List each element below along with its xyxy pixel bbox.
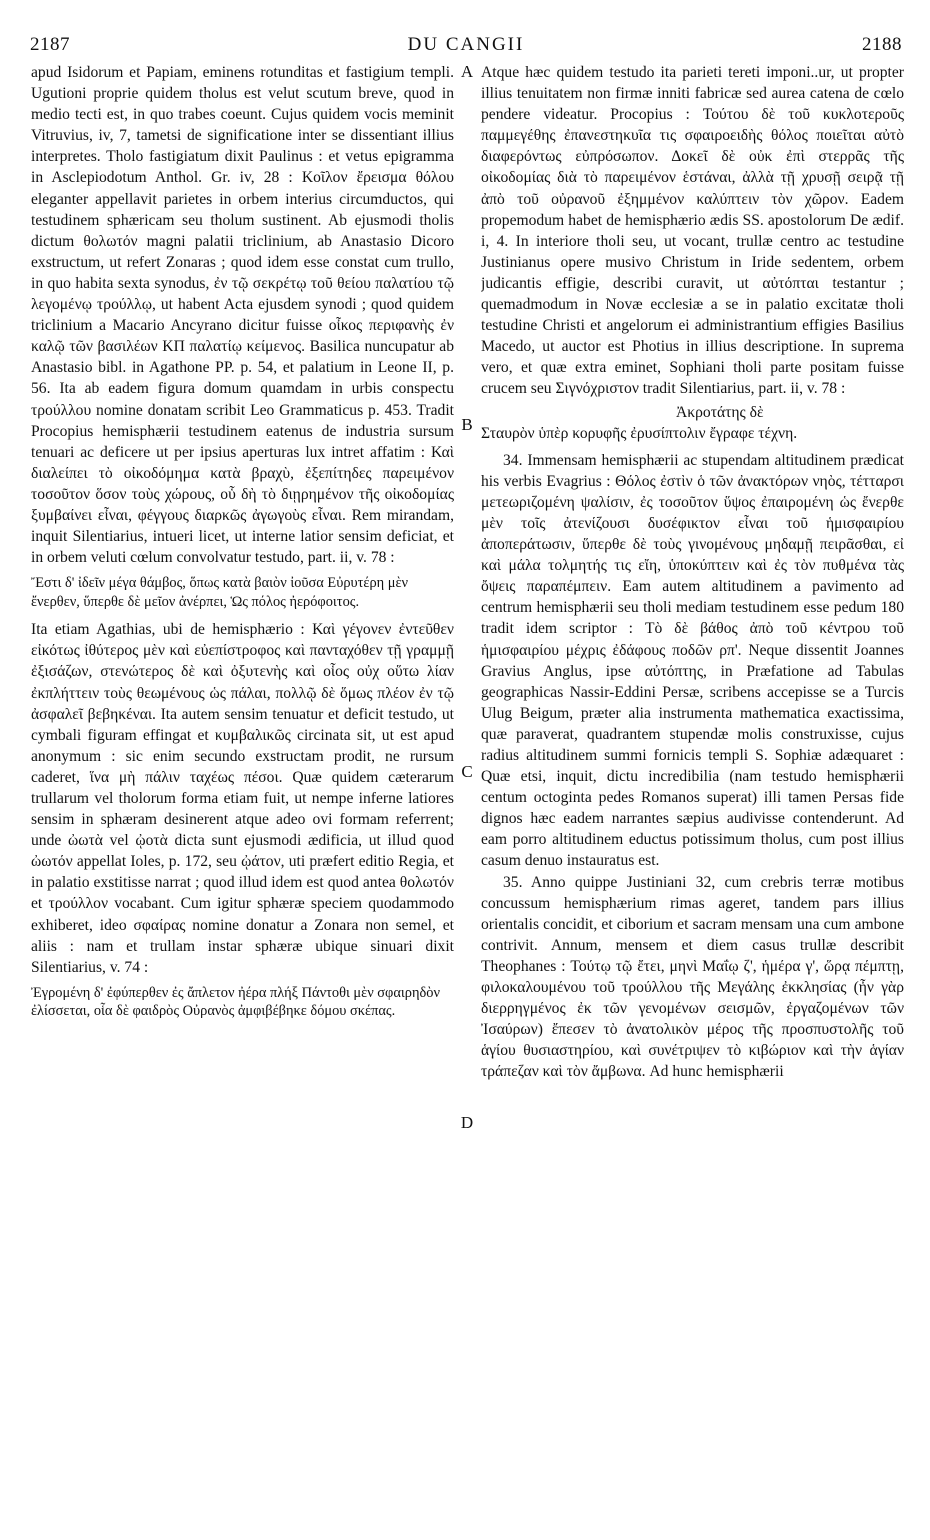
margin-marker-b: B bbox=[461, 415, 473, 434]
right-column bbox=[481, 62, 904, 1522]
left-verse-2: Ἐγρομένη δ' ἐφύπερθεν ἐς ἄπλετον ἠέρα πλήξ Πάντοθι μὲν σφαιρηδὸν ἐλίσσεται, οἷα δὲ φαιδρὸς Οὐρανὸς ἀμφιβέβηκε δόμου σκέπας. bbox=[31, 984, 440, 1020]
left-paragraph-2: Ita etiam Agathias, ubi de hemisphærio : Καὶ γέγονεν ἐντεῦθεν εἰκότως ἰθύτερος μὲν καὶ εὐεπίστροφος καὶ πανταχόθεν τῇ γραμμῇ ἐξισάζων, στενώτερος δὲ καὶ ὀξυτενὴς καὶ οἷος οὐχ οὕτω λίαν ἐκπλήττειν τοὺς θεωμένους ὡς πάλαι, πολλῷ δὲ ὅμως πλέον ἐν τῷ ἀσφαλεῖ βεβηκέναι. Ita autem sensim tenuatur et deficit testudo, ut cymbali figuram effingat et κυμβαλικῶς circinata sit, ut est apud anonymum : sic enim secundo exstructam prodit, ne rursum caderet, ἵνα μὴ πάλιν ταχέως πέσοι. Quæ quidem cæterarum trullarum vel tholorum forma etiam fuit, ut nempe inferne latiores sensim in sphæram desinerent atque adeo ovi formam referrent; unde ὠωτὰ vel ᾠοτὰ dicta sunt ejusmodi ædificia, ut illud quod ὠωτόν appellat Ioles, p. 172, seu ᾠάτον, uti præfert editio Regia, et in palatio exstitisse narrat ; quod illud idem est quod antea θολωτόν et τρούλλον vocabant. Cum igitur sphæræ speciem quodammodo exhiberet, ideo σφαίρας nomine donatur a Zonara non semel, et aliis : nam et trullam instar sphæræ ubique sinuari dixit Silentiarius, v. 74 : bbox=[31, 621, 454, 976]
right-verse-line-2: Σταυρὸν ὑπὲρ κορυφῆς ἐρυσίπτολιν ἔγραφε τέχνη. bbox=[481, 424, 798, 442]
left-paragraph-1: apud Isidorum et Papiam, eminens rotunditas et fastigium templi. Ugutioni proprie quidem tholus est velut scutum breve, quod in medio tecti est, in quo trabes coeunt. Cujus quidem vocis meminit Vitruvius, iv, 7, tametsi de significatione inter se dissentiant illius interpretes. Tholo fastigiatum dixit Paulinus : et vetus epigramma in Asclepiodotum Anthol. Gr. iv, 28 : Κοῖλον ἔρεισμα θόλου eleganter appellavit parietes in orbem interius circumductos, qui testudinem sphæricam seu tholum sustinent. Ab ejusmodi tholis dictum θολωτόν magni palatii triclinium, ab Anastasio Dicoro exstructum, ut refert Zonaras ; quod idem esse constat cum trullo, in quo habita sexta synodus, ἐν τῷ σεκρέτῳ τοῦ θείου παλατίου τῷ λεγομένῳ τρούλλῳ, ut habent Acta ejusdem synodi ; quod quidem triclinium a Macario Ancyrano dicitur fuisse οἶκος περιφανὴς ἐν καλῷ τῶν βασιλέων ΚΠ παλατίῳ κείμενος. Basilica nuncupatur ab Anastasio bibl. in Agathone PP. p. 54, et palatium in Leone II, p. 56. Ita ab eadem figura domum quamdam in urbis conspectu τρούλλου nomine donatam scribit Leo Grammaticus p. 453. Tradit Procopius hemisphærii testudinem eatenus de industria sursum tenuari ac deficere ut per ipsius aperturas lux intret affatim : Καὶ διαλείπει τὸ οἰκοδόμημα κατὰ βραχὺ, ἐξεπίτηδες παρειμένον τοσοῦτον ὅσον τοὺς χώρους, οὗ δὴ τὸ διῃρημένον τῆς οἰκοδομίας ξυμβαίνει εἶναι, φέγγους διαρκῶς ἀγωγοὺς εἶναι. Rem mirandam, inquit Silentiarius, intueri licet, ut interne latior sensim deficiat, et in orbem veluti cœlum convolvatur testudo, part. ii, v. 78 : bbox=[31, 64, 454, 567]
page-number-left: 2187 bbox=[30, 34, 70, 55]
section-34: 34. Immensam hemisphærii ac stupendam altitudinem prædicat his verbis Evagrius : Θόλος ἐστὶν ὁ τῶν ἀνακτόρων νηὸς, τέτταρσι μετεωριζομένη ψαλίσιν, ἐς τοσοῦτον ὕψος ἐπαιρομένη ὡς ἔνερθε μὲν τοῖς ἀτενίζουσι δυσέφικτον εἶναι τοῦ ἡμισφαιρίου ἀποπεράτωσιν, ὕπερθε δὲ τοὺς γινομένους μηδαμῇ πειρᾶσθαι, εἰ καὶ μάλα τολμητής τις εἴη, ὑποκύπτειν καὶ ἐς τὸν πυθμένα τὰς ὄψεις παραπέμπειν. Eam autem altitudinem a pavimento ad centrum hemisphærii seu tholi mediam testudinem esse pedum 180 tradit idem scriptor : Τὸ δὲ βάθος ἀπὸ τοῦ κέντρου τοῦ ἡμισφαιρίου μέχρις ἐδάφους ποδῶν ρπ'. Neque dissentit Joannes Gravius Anglus, ipse αὐτόπτης, in Præfatione ad Tabulas geographicas Nassir-Eddini Persæ, scribens accepisse se a Turcis Ulug Beigum, præter alia instrumenta mathematica exactissima, quæ paraverat, quadrantem stupendæ molis construxisse, cujus radius altitudinem summi fornicis templi S. Sophiæ adæquaret : Quæ etsi, inquit, dictu incredibilia (nam testudo hemisphærii centum octoginta pedes Romanos superat) illi tamen Persas fide dignos hæc eadem narrantes sæpius audivisse contenderunt. Ad eam porro altitudinem eductus potissimum tholus, cum post illius casum denuo instauratus est. bbox=[481, 451, 904, 870]
section-35: 35. Anno quippe Justiniani 32, cum crebris terræ motibus concussum hemisphærium rimas ageret, tandem pars illius orientalis concidit, et ciborium et sacram mensam una cum ambone contrivit. Annum, mensem et diem casus trullæ describit Theophanes : Τούτῳ τῷ ἔτει, μηνὶ Μαΐῳ ζ', ἡμέρα γ', ὥρᾳ πέμπτῃ, φιλοκαλουμένου τοῦ τρούλλου τῆς Μεγάλης ἐκκλησίας (ἦν γὰρ διερρηγμένος ἐκ τῶν γενομένων σεισμῶν, ἐργαζομένων τῶν Ἰσαύρων) ἔπεσεν τὸ ἀνατολικὸν μέρος τῆς προσπυστολῆς τοῦ ἁγίου θυσιαστηρίου, καὶ συνέτριψεν τὸ κιβώριον καὶ τὴν ἁγίαν τράπεζαν καὶ τὸν ἄμβωνα. Ad hunc hemisphærii bbox=[481, 873, 904, 1081]
page-number-right: 2188 bbox=[862, 34, 902, 55]
margin-marker-a: A bbox=[460, 62, 474, 81]
margin-marker-d: D bbox=[460, 1113, 474, 1132]
left-column bbox=[31, 62, 454, 1522]
margin-marker-c: C bbox=[461, 762, 473, 781]
page-header bbox=[30, 34, 902, 60]
right-verse-line-1: Ἀκροτάτης δὲ bbox=[676, 403, 764, 421]
left-verse-1: Ἔστι δ' ἰδεῖν μέγα θάμβος, ὅπως κατὰ βαιὸν ἰοῦσα Εὐρυτέρη μὲν ἔνερθεν, ὕπερθε δὲ μεῖον ἀνέρπει, Ὡς πόλος ἠερόφοιτος. bbox=[31, 575, 409, 610]
right-paragraph-1: Atque hæc quidem testudo ita parieti tereti imponi..ur, ut propter illius tenuitatem non firmæ inniti fabricæ sed aurea catena de cœlo pendere videatur. Procopius : Τούτου δὲ τοῦ κυκλοτεροῦς παμμεγέθης ἐπανεστηκυῖα τις σφαιροειδὴς θόλος ποιεῖται αὐτὸ διαφερόντως εὐπρόσωπον. Δοκεῖ δὲ οὐκ ἐπὶ στερρᾶς τῆς οἰκοδομίας διὰ τὸ παρειμένον ἑστάναι, ἀλλὰ τῇ χρυσῇ σειρᾷ τῇ ἀπὸ τοῦ οὐρανοῦ ἐξημμένον καλύπτειν τὸν χῶρον. Eadem propemodum habet de hemisphærio ædis SS. apostolorum De ædif. i, 4. In interiore tholi seu, ut vocant, trullæ centro ac testudine Justinianus opere musivo Christum in Iride sedentem, orbem judicantis effigie, describi curavit, ut αὐτόπται testantur ; quemadmodum in Novæ ecclesiæ a se in palatio excitatæ tholi testudine Christi et angelorum ei administrantium effigies Basilius Macedo, ut auctor est Photius in illius descriptione. In suprema vero, et quæ extra eminet, Sophiani tholi parte positam fuisse crucem seu Σιγνόχριστον tradit Silentiarius, part. ii, v. 78 : bbox=[481, 64, 904, 398]
running-title: DU CANGII bbox=[407, 34, 525, 55]
